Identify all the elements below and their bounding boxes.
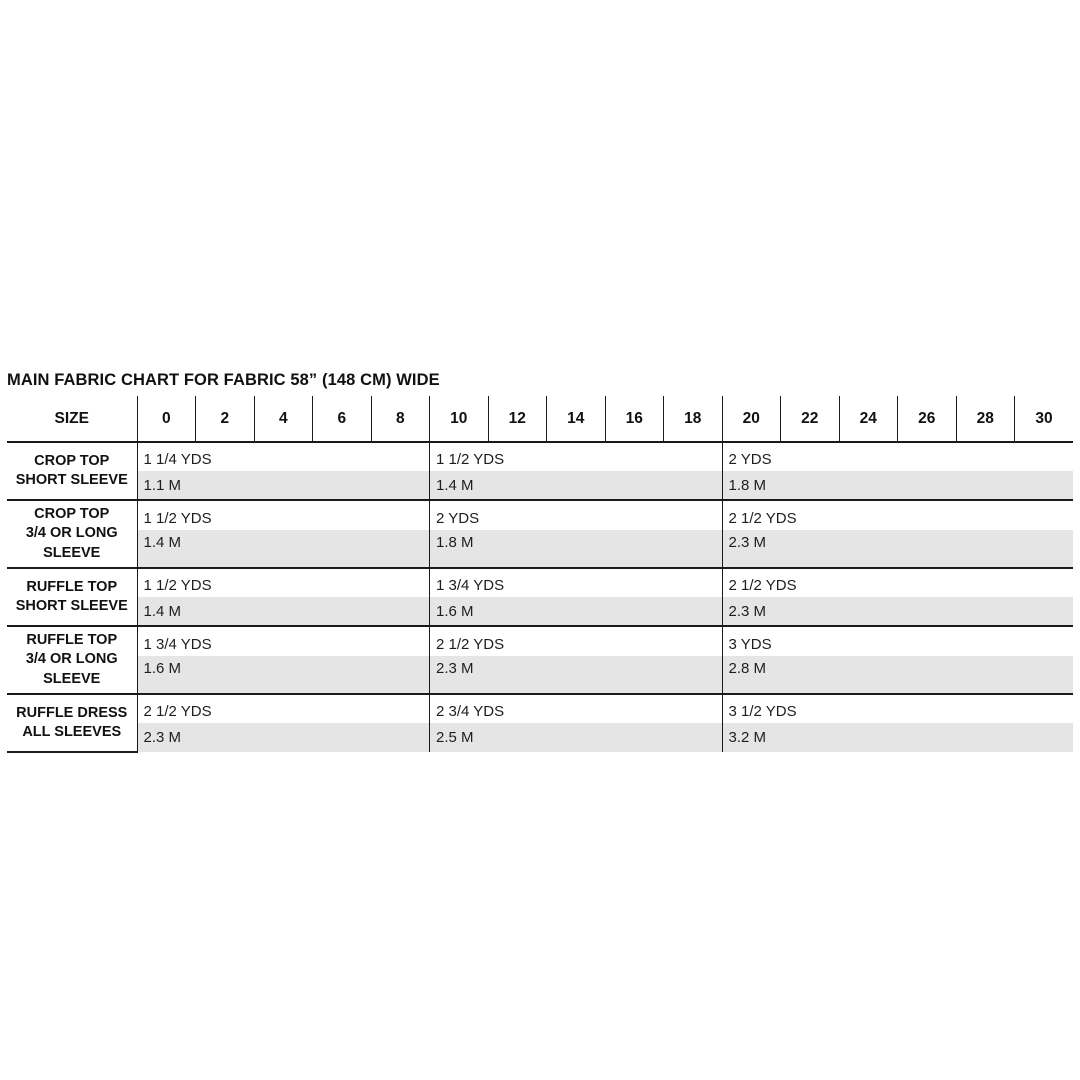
row-label-line: SLEEVE bbox=[43, 544, 101, 561]
size-header-2: 2 bbox=[196, 396, 255, 442]
yds-cell-sizes-20-30: 2 1/2 YDS bbox=[722, 568, 1073, 597]
size-header-12: 12 bbox=[488, 396, 547, 442]
table-row-m bbox=[7, 723, 1073, 752]
yds-cell-sizes-10-18: 2 1/2 YDS bbox=[430, 626, 723, 656]
m-cell-sizes-20-30: 2.8 M bbox=[722, 656, 1073, 694]
row-label-line: SLEEVE bbox=[43, 670, 101, 687]
size-header-4: 4 bbox=[254, 396, 313, 442]
yds-cell-sizes-0-8: 1 1/2 YDS bbox=[137, 568, 430, 597]
m-cell-sizes-20-30: 2.3 M bbox=[722, 597, 1073, 626]
yds-cell-sizes-10-18: 2 3/4 YDS bbox=[430, 694, 723, 723]
table-row-m bbox=[7, 530, 1073, 568]
m-cell-sizes-10-18: 1.6 M bbox=[430, 597, 723, 626]
size-header-10: 10 bbox=[430, 396, 489, 442]
table-row-yds bbox=[7, 694, 1073, 723]
row-label-line: SHORT SLEEVE bbox=[15, 598, 128, 614]
size-header-18: 18 bbox=[664, 396, 723, 442]
yds-cell-sizes-10-18: 1 3/4 YDS bbox=[430, 568, 723, 597]
m-cell-sizes-0-8: 1.6 M bbox=[137, 656, 430, 694]
yds-cell-sizes-0-8: 1 1/4 YDS bbox=[137, 442, 430, 471]
row-label-line: 3/4 OR LONG bbox=[25, 651, 118, 668]
yds-cell-sizes-20-30: 2 1/2 YDS bbox=[722, 500, 1073, 530]
fabric-chart-table bbox=[7, 396, 1073, 753]
size-header-20: 20 bbox=[722, 396, 781, 442]
size-header-26: 26 bbox=[898, 396, 957, 442]
row-label-line: CROP TOP bbox=[34, 505, 110, 522]
size-header-22: 22 bbox=[781, 396, 840, 442]
yds-cell-sizes-20-30: 3 YDS bbox=[722, 626, 1073, 656]
m-cell-sizes-20-30: 2.3 M bbox=[722, 530, 1073, 568]
chart-title: MAIN FABRIC CHART FOR FABRIC 58” (148 CM) WIDE bbox=[7, 371, 440, 389]
table-row-yds bbox=[7, 500, 1073, 530]
m-cell-sizes-10-18: 1.4 M bbox=[430, 471, 723, 500]
row-label-line: CROP TOP bbox=[34, 452, 110, 469]
table-row-m bbox=[7, 597, 1073, 626]
size-header-6: 6 bbox=[313, 396, 372, 442]
size-header-row bbox=[7, 396, 1073, 442]
table-row-yds bbox=[7, 442, 1073, 471]
m-cell-sizes-0-8: 1.4 M bbox=[137, 530, 430, 568]
row-label-ruffle-top-short-sleeve bbox=[7, 568, 137, 626]
row-label-crop-top-short-sleeve bbox=[7, 442, 137, 500]
size-header-8: 8 bbox=[371, 396, 430, 442]
row-label-crop-top-long-sleeve bbox=[7, 500, 137, 568]
size-header-24: 24 bbox=[839, 396, 898, 442]
row-label-ruffle-dress-all-sleeves bbox=[7, 694, 137, 752]
m-cell-sizes-0-8: 2.3 M bbox=[137, 723, 430, 752]
yds-cell-sizes-0-8: 1 3/4 YDS bbox=[137, 626, 430, 656]
m-cell-sizes-20-30: 1.8 M bbox=[722, 471, 1073, 500]
m-cell-sizes-0-8: 1.1 M bbox=[137, 471, 430, 500]
yds-cell-sizes-0-8: 1 1/2 YDS bbox=[137, 500, 430, 530]
table-row-yds bbox=[7, 626, 1073, 656]
yds-cell-sizes-20-30: 3 1/2 YDS bbox=[722, 694, 1073, 723]
table-row-m bbox=[7, 656, 1073, 694]
size-header-28: 28 bbox=[956, 396, 1015, 442]
size-header-0: 0 bbox=[137, 396, 196, 442]
size-header-30: 30 bbox=[1015, 396, 1074, 442]
row-label-line: ALL SLEEVES bbox=[22, 724, 122, 740]
size-header-14: 14 bbox=[547, 396, 606, 442]
yds-cell-sizes-0-8: 2 1/2 YDS bbox=[137, 694, 430, 723]
row-label-line: 3/4 OR LONG bbox=[25, 525, 118, 542]
table-row-m bbox=[7, 471, 1073, 500]
size-header-16: 16 bbox=[605, 396, 664, 442]
size-header-label: SIZE bbox=[7, 396, 137, 442]
yds-cell-sizes-10-18: 1 1/2 YDS bbox=[430, 442, 723, 471]
row-label-line: SHORT SLEEVE bbox=[15, 472, 128, 488]
yds-cell-sizes-10-18: 2 YDS bbox=[430, 500, 723, 530]
row-label-line: RUFFLE DRESS bbox=[16, 704, 128, 721]
row-label-line: RUFFLE TOP bbox=[26, 631, 118, 648]
m-cell-sizes-10-18: 2.3 M bbox=[430, 656, 723, 694]
table-row-yds bbox=[7, 568, 1073, 597]
row-label-line: RUFFLE TOP bbox=[26, 578, 118, 595]
m-cell-sizes-10-18: 2.5 M bbox=[430, 723, 723, 752]
row-label-ruffle-top-long-sleeve bbox=[7, 626, 137, 694]
m-cell-sizes-0-8: 1.4 M bbox=[137, 597, 430, 626]
m-cell-sizes-20-30: 3.2 M bbox=[722, 723, 1073, 752]
m-cell-sizes-10-18: 1.8 M bbox=[430, 530, 723, 568]
yds-cell-sizes-20-30: 2 YDS bbox=[722, 442, 1073, 471]
